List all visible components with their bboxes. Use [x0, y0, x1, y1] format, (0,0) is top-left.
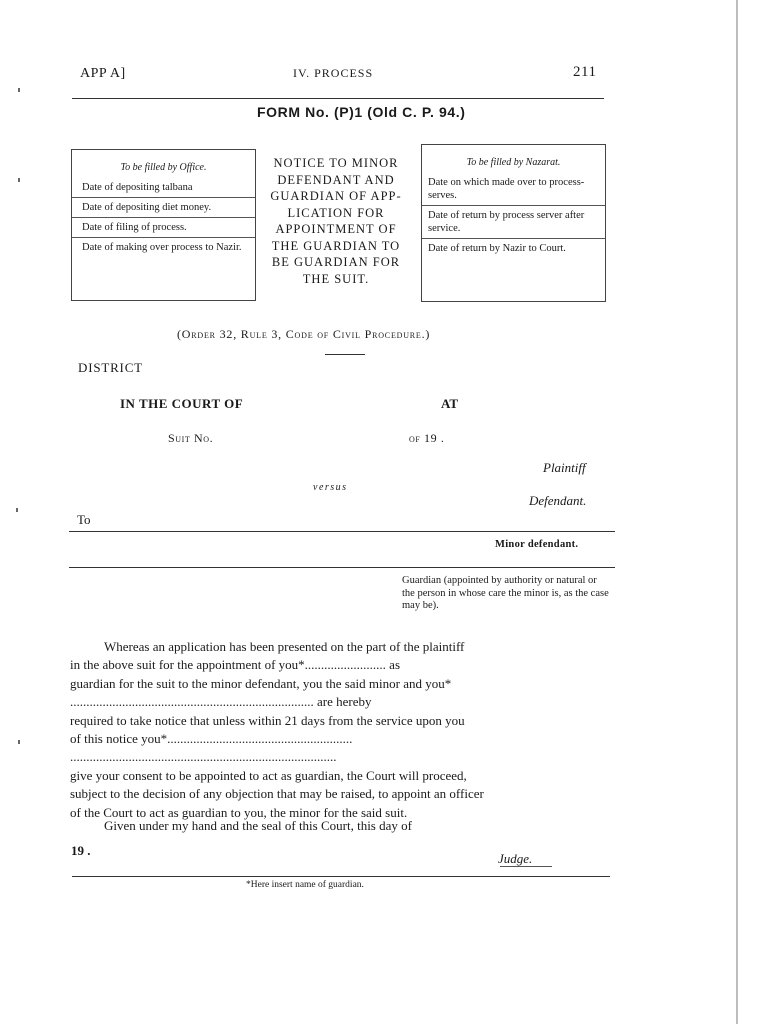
- notice-title-line: THE SUIT.: [302, 271, 370, 286]
- plaintiff-label: Plaintiff: [543, 460, 586, 475]
- nazarat-box-row: Date of return by process server after service.: [422, 206, 605, 239]
- short-rule: [325, 354, 365, 355]
- guardian-note: Guardian (appointed by authority or natural or the person in whose care the minor is, as the case may be).: [402, 575, 609, 611]
- notice-title: [256, 155, 416, 287]
- notice-title-line: THE GUARDIAN TO: [271, 238, 401, 253]
- notice-title-line: LICATION FOR: [287, 205, 385, 220]
- body-line: ..................................................................................: [70, 749, 337, 765]
- notice-title-line: APPOINTMENT OF: [275, 222, 397, 236]
- office-box-row: Date of depositing talbana: [72, 178, 255, 198]
- defendant-label: Defendant.: [529, 493, 587, 508]
- suit-number-label: Suit No.: [168, 431, 214, 445]
- page-edge: [736, 0, 738, 1024]
- office-box-heading: To be filled by Office.: [120, 162, 207, 173]
- body-line: guardian for the suit to the minor defendant, you the said minor and you*: [70, 675, 452, 691]
- notice-body: [70, 638, 611, 822]
- notice-title-line: GUARDIAN OF APP-: [270, 189, 402, 203]
- year-label: of 19 .: [409, 431, 445, 445]
- body-line: ........................................................................... are hereby: [70, 694, 372, 710]
- scan-speck: [18, 88, 20, 92]
- notice-title-line: DEFENDANT AND: [277, 172, 395, 187]
- body-line: Whereas an application has been presented on the part of the plaintiff: [104, 639, 465, 654]
- body-line: of the Court to act as guardian to you, the minor for the said suit.: [70, 804, 408, 820]
- body-line: in the above suit for the appointment of you*......................... as: [70, 657, 401, 673]
- header-rule: [72, 98, 604, 99]
- body-line: give your consent to be appointed to act as guardian, the Court will proceed,: [70, 767, 467, 783]
- district-label: DISTRICT: [78, 360, 143, 375]
- addressee-line: [69, 531, 615, 532]
- running-head-center: IV. PROCESS: [293, 66, 374, 80]
- body-line: subject to the decision of any objection that may be raised, to appoint an officer: [70, 786, 484, 802]
- body-line: required to take notice that unless within 21 days from the service upon you: [70, 712, 465, 728]
- order-reference: (Order 32, Rule 3, Code of Civil Procedure.): [177, 327, 431, 341]
- office-box-row: Date of making over process to Nazir.: [82, 242, 242, 253]
- versus-label: versus: [313, 482, 348, 493]
- office-box: [71, 149, 256, 301]
- body-line: of this notice you*.........................................................: [70, 731, 353, 747]
- court-label: IN THE COURT OF: [120, 396, 244, 411]
- judge-label: Judge.: [498, 851, 533, 866]
- nazarat-box-row: Date on which made over to process-serves.: [422, 173, 605, 206]
- year-line: 19 .: [71, 843, 91, 858]
- page-number: 211: [573, 64, 597, 80]
- scan-speck: [18, 740, 20, 744]
- notice-title-line: BE GUARDIAN FOR: [271, 255, 401, 269]
- office-box-row: Date of filing of process.: [72, 218, 255, 238]
- nazarat-box-row: Date of return by Nazir to Court.: [428, 243, 566, 254]
- to-label: To: [77, 512, 91, 527]
- nazarat-box-heading: To be filled by Nazarat.: [466, 157, 561, 168]
- notice-title-line: NOTICE TO MINOR: [273, 156, 399, 170]
- given-line: Given under my hand and the seal of this Court, this day of: [104, 818, 412, 833]
- scan-speck: [16, 508, 18, 512]
- form-title: FORM No. (P)1 (Old C. P. 94.): [257, 104, 466, 120]
- office-box-row: Date of depositing diet money.: [72, 198, 255, 218]
- judge-rule: [500, 866, 552, 867]
- footnote: *Here insert name of guardian.: [246, 880, 364, 890]
- nazarat-box: [421, 144, 606, 302]
- minor-defendant-label: Minor defendant.: [495, 539, 579, 550]
- at-label: AT: [441, 396, 459, 411]
- guardian-line: [69, 567, 615, 568]
- scan-speck: [18, 178, 20, 182]
- running-head-left: APP A]: [80, 66, 126, 81]
- footer-rule: [72, 876, 610, 877]
